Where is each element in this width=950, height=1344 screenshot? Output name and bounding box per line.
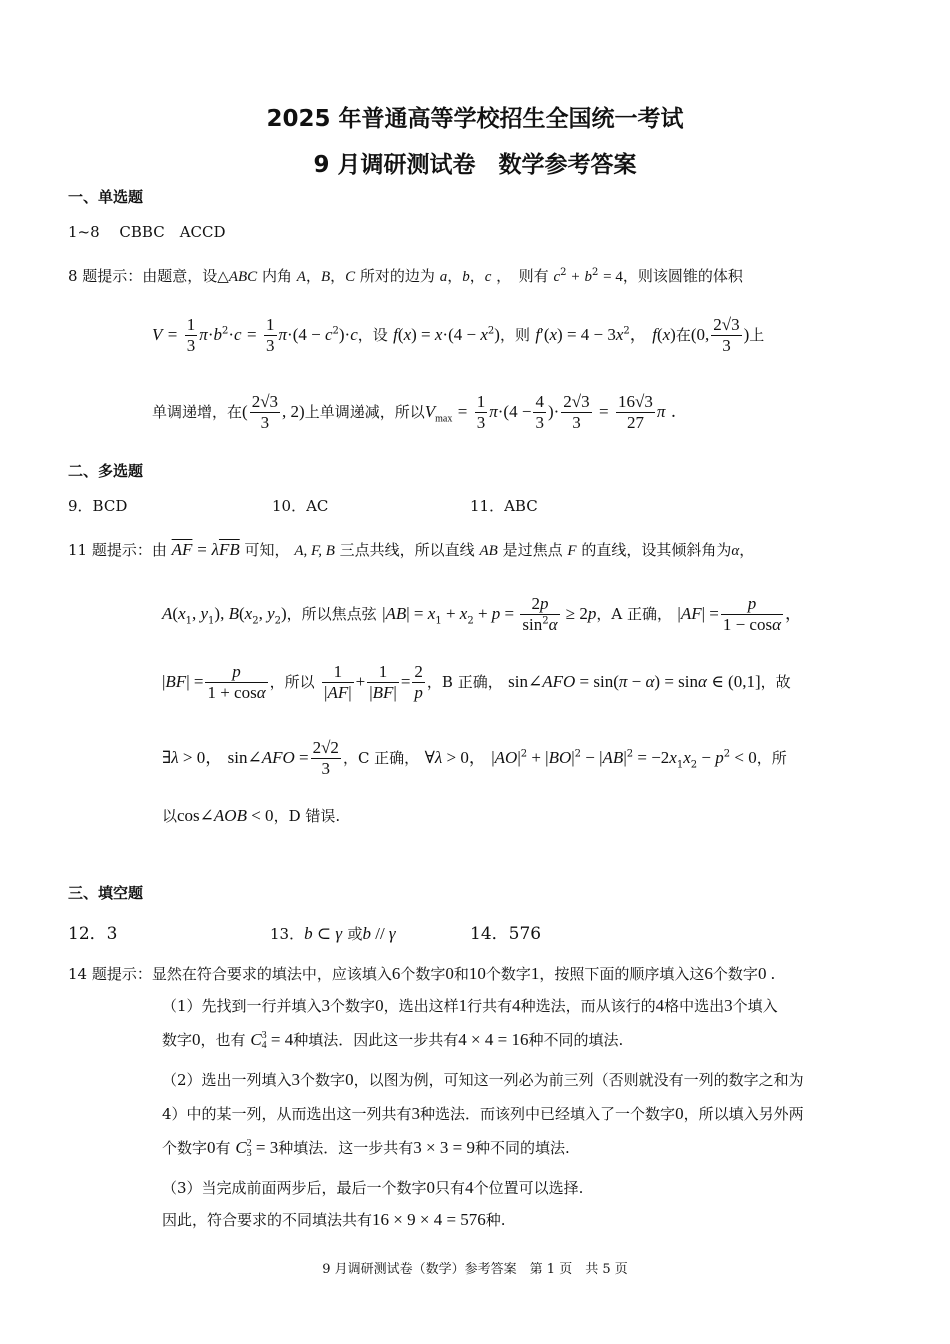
page-footer: 9 月调研测试卷（数学）参考答案 第 1 页 共 5 页 bbox=[322, 1262, 628, 1277]
hint-q14-step2-line1: （2）选出一列填入3个数字0，以图为例，可知这一列必为前三列（否则就没有一列的数字之和为 bbox=[162, 1070, 804, 1089]
hint-q11-line3: |BF| = $\frac{p}{1 + \cos\alpha}$ ，所以 $\frac{1}{|AF|}$ + $\frac{1}{|BF|}$ = $\frac{2}{p}$ ，B 正确， sin∠AFO = sin(π − α) = sinα ∈ (0,1]，故 bbox=[162, 662, 791, 702]
hint-q8-line1: 8 题提示：由题意，设△ABC 内角 A，B，C 所对的边为 a，b，c ， 则有 $c^2 + b^2 = 4$，则该圆锥的体积 bbox=[68, 267, 743, 285]
section-heading-multiple-choice: 二、多选题 bbox=[68, 462, 144, 480]
answer-q10: 10．AC bbox=[272, 497, 329, 515]
hint-q14-step2-line2: 4）中的某一列，从而选出这一列共有3种选法．而该列中已经填入了一个数字0，所以填入另外两 bbox=[162, 1104, 804, 1123]
answers-1-8: 1~8 CBBC ACCD bbox=[68, 223, 226, 241]
answer-q12: 12．3 bbox=[68, 924, 118, 944]
answer-q11: 11．ABC bbox=[470, 497, 538, 515]
hint-q11-line1: 11 题提示：由 $\overline{AF} = \lambda\overline{FB}$ 可知， A, F, B 三点共线，所以直线 AB 是过焦点 F 的直线，设其倾斜角为α， bbox=[68, 540, 755, 559]
hint-q11-line4: ∃λ > 0， sin∠AFO = $\frac{2√2}{3}$ ，C 正确， ∀λ > 0， $|AO|^2 + |BO|^2 - |AB|^2 = -2x_1x_2 - p^2 < 0$，所 bbox=[162, 738, 787, 778]
hint-q8-line2: V = $\frac{1}{3}$ $\pi\cdot b^2\cdot c$ = $\frac{1}{3}$ $\pi\cdot(4 - c^2)\cdot c$，设 $f(x) = x\cdot(4 - x^2)$，则 $f'(x) = 4 - 3x^2$， f(x)在(0, $\frac{2√3}{3}$ )上 bbox=[152, 315, 765, 355]
hint-q11-line5: 以cos∠AOB < 0，D 错误. bbox=[162, 806, 341, 825]
hint-q14-conclusion: 因此，符合要求的不同填法共有16 × 9 × 4 = 576种. bbox=[162, 1210, 506, 1229]
hint-q11-line2: $A(x_1$, $y_1$), $B(x_2$, $y_2$)，所以焦点弦 $|AB| = x_1 + x_2 + p$ = $\frac{2p}{\sin^2\alpha}$ ≥ 2p，A 正确， |AF| = $\frac{p}{1 - \cos\alpha}$ ， bbox=[162, 594, 803, 634]
answer-q13: 13．b ⊂ γ 或b // γ bbox=[270, 924, 396, 943]
hint-q14-step3: （3）当完成前面两步后，最后一个数字0只有4个位置可以选择. bbox=[162, 1178, 584, 1197]
hint-q14-line1: 14 题提示：显然在符合要求的填法中，应该填入6个数字0和10个数字1，按照下面的顺序填入这6个数字0 . bbox=[68, 964, 775, 983]
answer-q14: 14．576 bbox=[470, 924, 542, 944]
hint-q8-line3: 单调递增，在( $\frac{2√3}{3}$ , 2)上单调递减，所以$V_{max}$ = $\frac{1}{3}$ π·(4 − $\frac{4}{3}$ )· $\frac{2√3}{3}$ = $\frac{16√3}{27}$ π . bbox=[152, 392, 677, 432]
hint-q14-step1-line2: 数字0，也有 C 3 4 = 4种填法．因此这一步共有4 × 4 = 16种不同的填法. bbox=[162, 1030, 624, 1051]
hint-q14-step2-line3: 个数字0有 C 2 3 = 3种填法．这一步共有3 × 3 = 9种不同的填法. bbox=[162, 1138, 570, 1159]
section-heading-single-choice: 一、单选题 bbox=[68, 188, 144, 206]
answer-q9: 9．BCD bbox=[68, 497, 128, 515]
page-title: 2025 年普通高等学校招生全国统一考试 bbox=[266, 106, 684, 132]
page-subtitle: 9 月调研测试卷 数学参考答案 bbox=[313, 152, 637, 178]
section-heading-fill-blank: 三、填空题 bbox=[68, 884, 144, 902]
hint-q14-step1-line1: （1）先找到一行并填入3个数字0，选出这样1行共有4种选法，而从该行的4格中选出3个填入 bbox=[162, 996, 778, 1015]
